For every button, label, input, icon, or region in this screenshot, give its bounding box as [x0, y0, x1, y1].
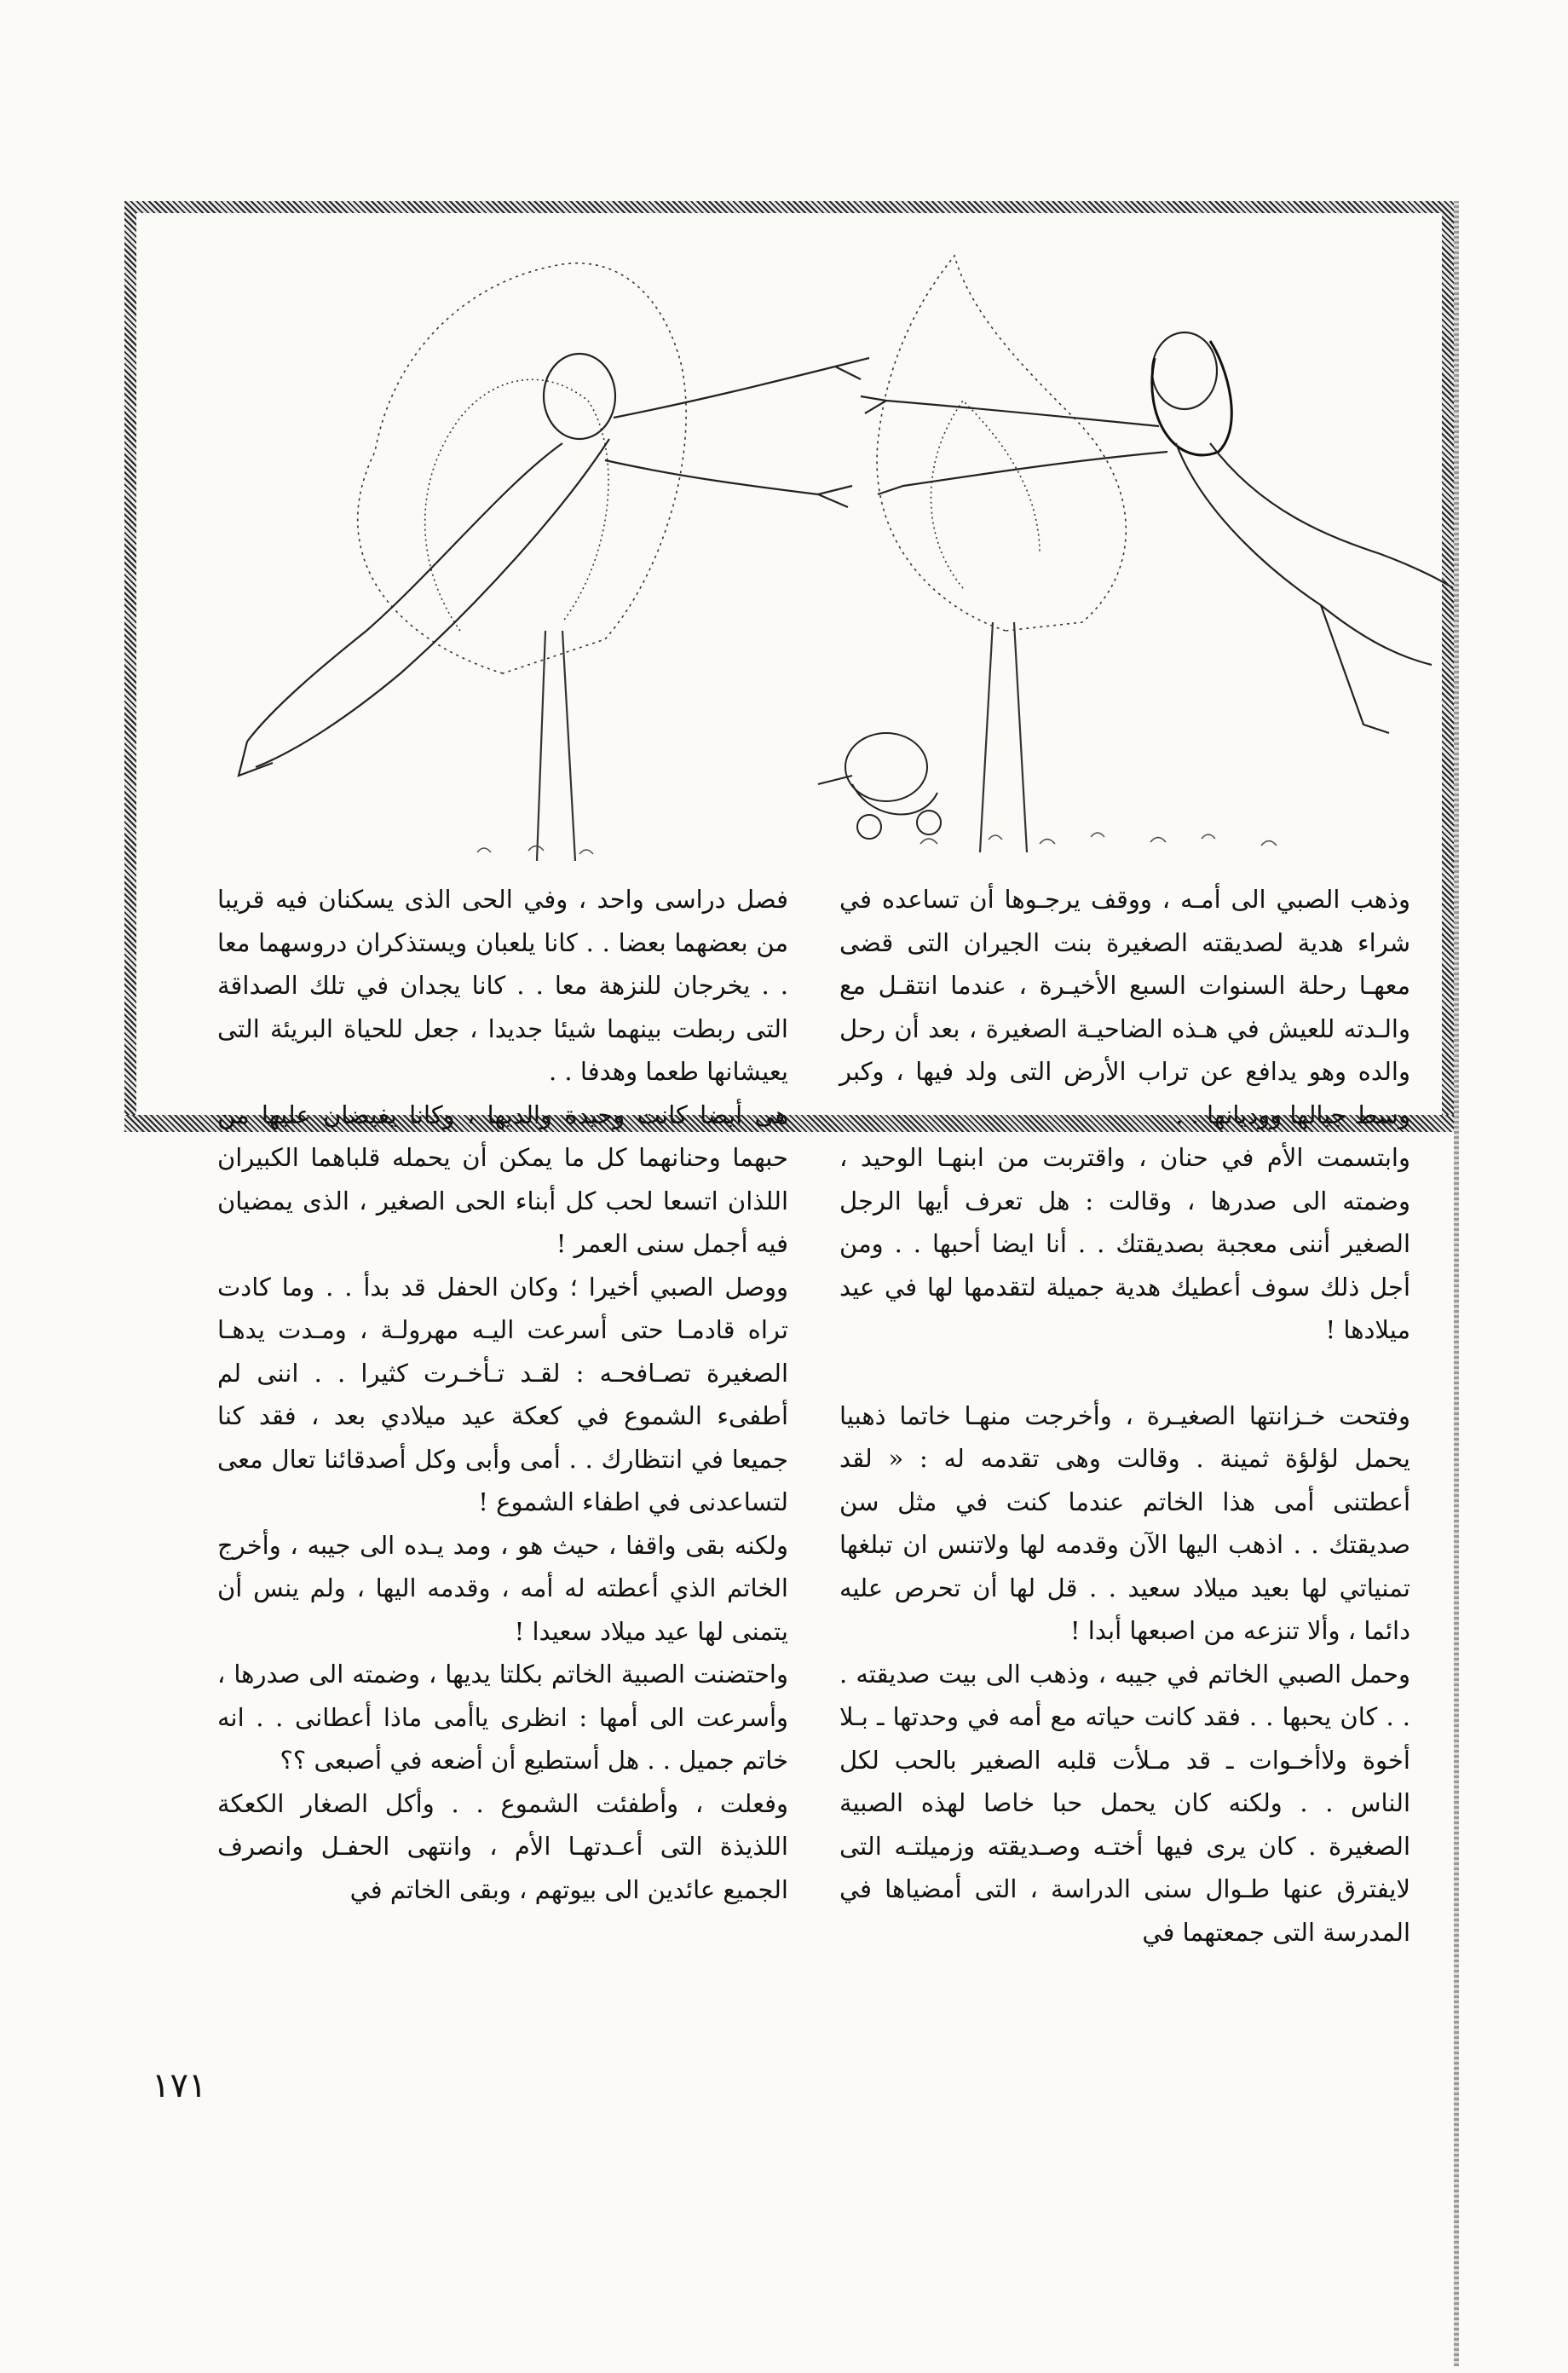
stroller [818, 733, 941, 839]
paragraph: وابتسمت الأم في حنان ، واقتربت من ابنهـا الوحيد ، وضمته الى صدرها ، وقالت : هل تعرف أيها الرجل الصغير أننى معجبة بصديقتك . . أنا ايضا أحبها . . ومن أجل ذلك سوف أعطيك هدية جميلة لتقدمها لها في عيد ميلادها ! [839, 1143, 1410, 1344]
paragraph: فصل دراسى واحد ، وفي الحى الذى يسكنان فيه قريبا من بعضهما بعضا . . كانا يلعبان ويستذكران دروسهما معا . . يخرجان للنزهة معا . . كانا يجدان في تلك الصداقة التى ربطت بينهما شيئا جديدا ، جعل للحياة البريئة التى يعيشانها طعما وهدفا . . [217, 885, 788, 1086]
paragraph: ووصل الصبي أخيرا ؛ وكان الحفل قد بدأ . . وما كادت تراه قادمـا حتى أسرعت اليـه مهرولـة ، ومـدت يدهـا الصغيرة تصـافحـه : لقـد تـأخـرت كثيرا . . اننى لم أطفىء الشموع في كعكة عيد ميلادي بعد ، فقد كنا جميعا في انتظارك . . أمى وأبى وكل أصدقائنا تعال معى لتساعدنى في اطفاء الشموع ! [217, 1272, 788, 1516]
paragraph: واحتضنت الصبية الخاتم بكلتا يديها ، وضمته الى صدرها ، وأسرعت الى أمها : انظرى ياأمى ماذا أعطانى . . انه خاتم جميل . . هل أستطيع أن أضعه في أصبعى ؟؟ [217, 1660, 788, 1775]
paragraph: وفتحت خـزانتها الصغيـرة ، وأخرجت منهـا خاتما ذهبيا يحمل لؤلؤة ثمينة . وقالت وهى تقدمه له : « لقد أعطتنى أمى هذا الخاتم عندما كنت في مثل سن صديقتك . . اذهب اليها الآن وقدمه لها ولاتنس ان تبلغها تمنياتي لها بعيد ميلاد سعيد . . قل لها أن تحرص عليه دائما ، وألا تنزعه من اصبعها أبدا ! [839, 1400, 1410, 1645]
paragraph: هى أيضا كانت وحيدة والديها ، وكانا يفيضان عليها من حبهما وحنانهما كل ما يمكن أن يحمله قلباهما الكبيران اللذان اتسعا لحب كل أبناء الحى الصغير ، الذى يمضيان فيه أجمل سنى العمر ! [217, 1100, 788, 1258]
page-number: ١٧١ [152, 2066, 207, 2105]
flying-man [239, 354, 869, 776]
paragraph: وذهب الصبي الى أمـه ، ووقف يرجـوها أن تساعده في شراء هدية لصديقته الصغيرة بنت الجيران التى قضى معهـا رحلة السنوات السبع الأخيـرة ، عندما انتقـل مع والـدته للعيش في هـذه الضاحيـة الصغيرة ، بعد أن رحل والده وهو يدافع عن تراب الأرض التى ولد فيها ، وكبر وسط جبالها ووديانها . . [839, 885, 1410, 1129]
tree-right [877, 256, 1126, 852]
paragraph: ولكنه بقى واقفا ، حيث هو ، ومد يـده الى جيبه ، وأخرج الخاتم الذي أعطته له أمه ، وقدمه اليها ، ولم ينس أن يتمنى لها عيد ميلاد سعيدا ! [217, 1530, 788, 1646]
paragraph: وفعلت ، وأطفئت الشموع . . وأكل الصغار الكعكة اللذيذة التى أعـدتهـا الأم ، وانتهى الحفـل وانصرف الجميع عائدين الى بيوتهم ، وبقى الخاتم في [217, 1788, 788, 1904]
paragraph: وحمل الصبي الخاتم في جيبه ، وذهب الى بيت صديقته . . . كان يحبها . . فقد كانت حياته مع أمه في وحدتها ـ بـلا أخوة ولاأخـوات ـ قد مـلأت قلبه الصغير بالحب لكل الناس . . ولكنه كان يحمل حبا خاصا لهذه الصبية الصغيرة . كان يرى فيها أختـه وصـديقته وزميلتـه التى لايفترق عنها طـوال سنى الدراسة ، التى أمضياها في المدرسة التى جمعتهما في [839, 1659, 1410, 1947]
tree-left [358, 263, 686, 861]
text-column-left [217, 878, 788, 1911]
illustration [222, 230, 1457, 861]
flying-woman [861, 332, 1453, 733]
text-column-right [839, 878, 1410, 1954]
paragraph-gap [839, 1352, 1410, 1394]
